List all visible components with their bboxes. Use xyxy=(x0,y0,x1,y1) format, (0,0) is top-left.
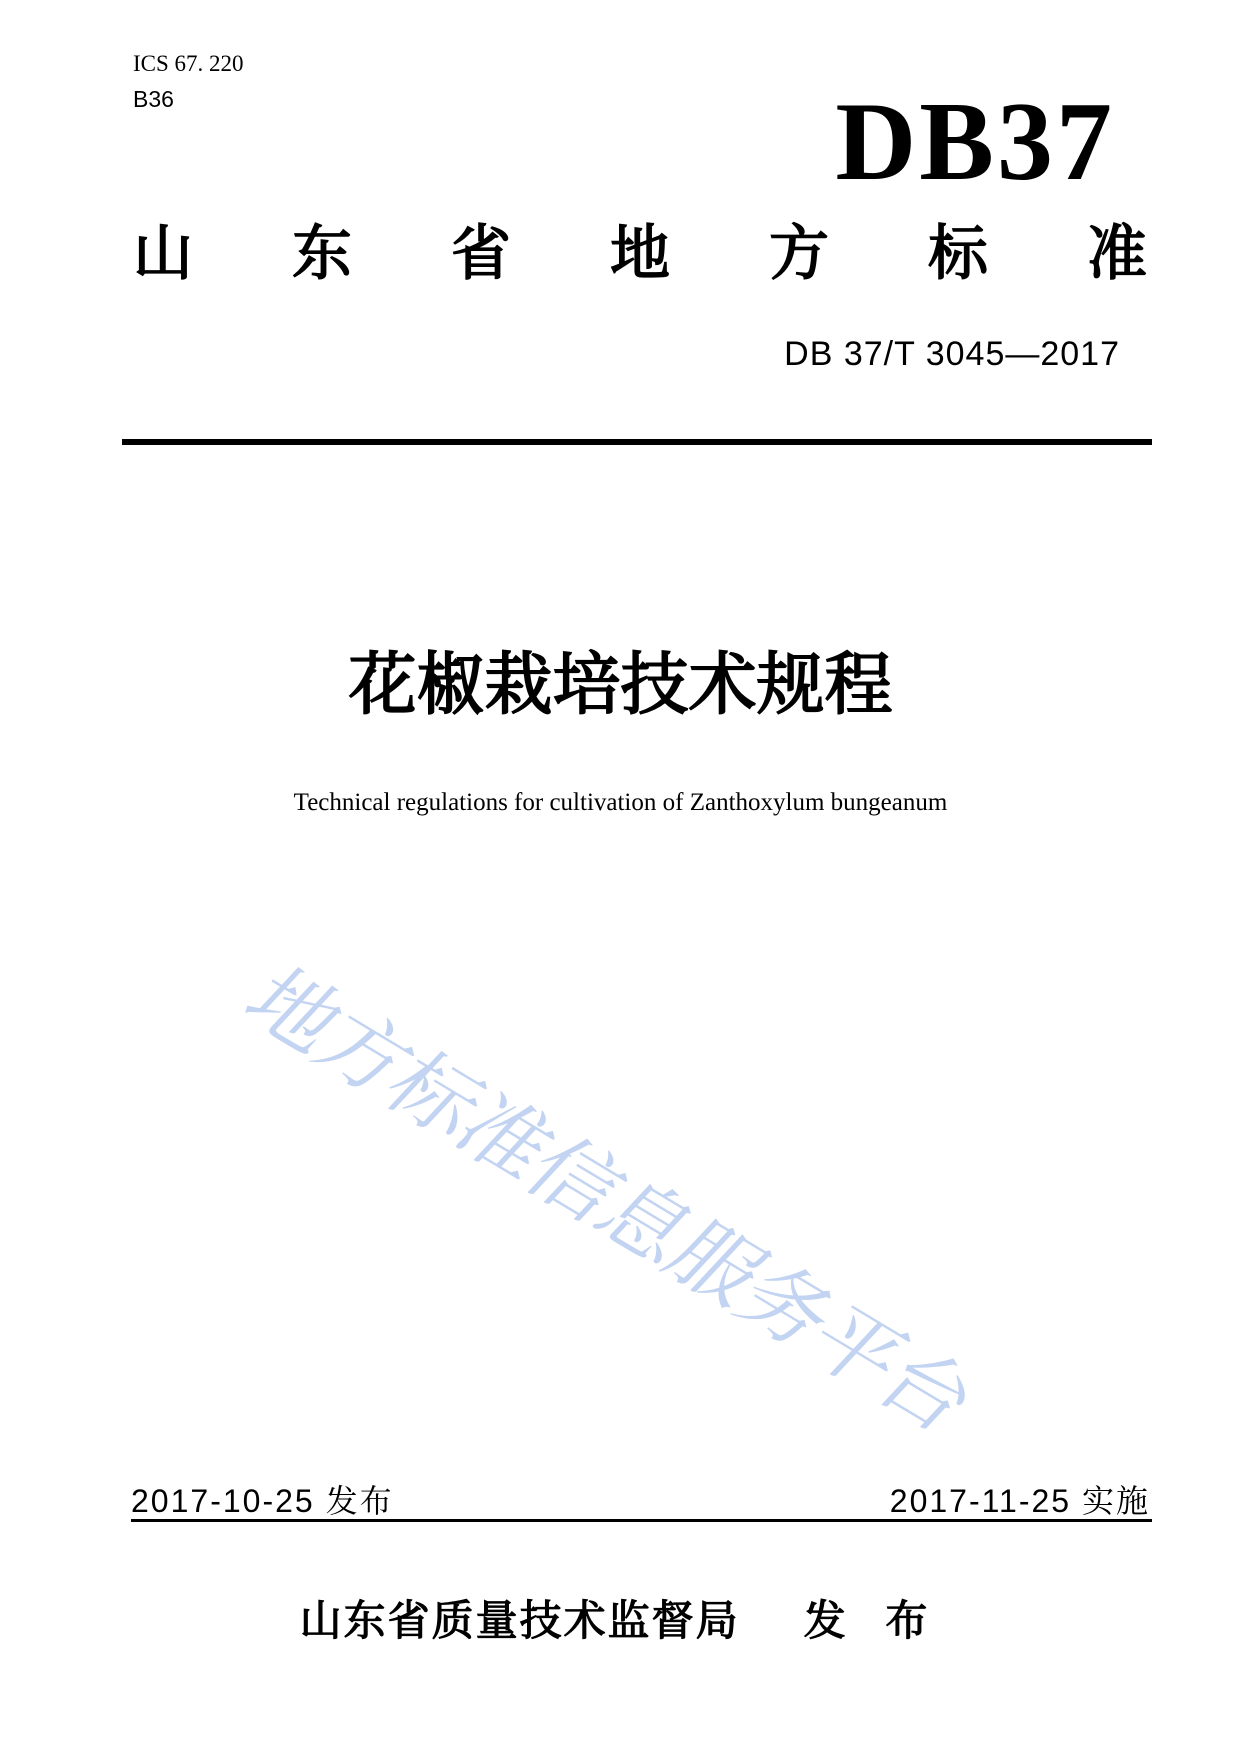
standard-type-char: 山 xyxy=(133,220,193,287)
document-title: 花椒栽培技术规程 xyxy=(348,647,893,723)
standard-type-char: 方 xyxy=(769,220,829,287)
ics-code: ICS 67. 220 xyxy=(133,51,244,76)
category-code: B36 xyxy=(133,86,174,112)
header-divider-line xyxy=(122,439,1152,445)
standard-type-char: 省 xyxy=(451,220,511,287)
standard-number: DB 37/T 3045—2017 xyxy=(784,335,1120,373)
implement-date: 2017-11-25 实施 xyxy=(889,1483,1150,1519)
diagonal-watermark: 地方标准信息服务平台 xyxy=(225,954,995,1447)
issue-date: 2017-10-25 发布 xyxy=(131,1483,394,1519)
publisher-row xyxy=(0,1596,1241,1646)
standard-type-heading xyxy=(133,220,1147,287)
publish-label: 发 布 xyxy=(803,1597,942,1644)
db37-logo: DB37 xyxy=(835,80,1115,204)
footer-divider-line xyxy=(131,1519,1152,1522)
standard-type-char: 东 xyxy=(292,220,352,287)
publisher-name: 山东省质量技术监督局 xyxy=(299,1597,740,1644)
document-title-english: Technical regulations for cultivation of Zanthoxylum bungeanum xyxy=(293,789,948,816)
standard-type-char: 地 xyxy=(610,220,670,287)
standard-type-char: 标 xyxy=(928,220,988,287)
standard-type-char: 准 xyxy=(1087,220,1147,287)
dates-row xyxy=(131,1482,1150,1520)
